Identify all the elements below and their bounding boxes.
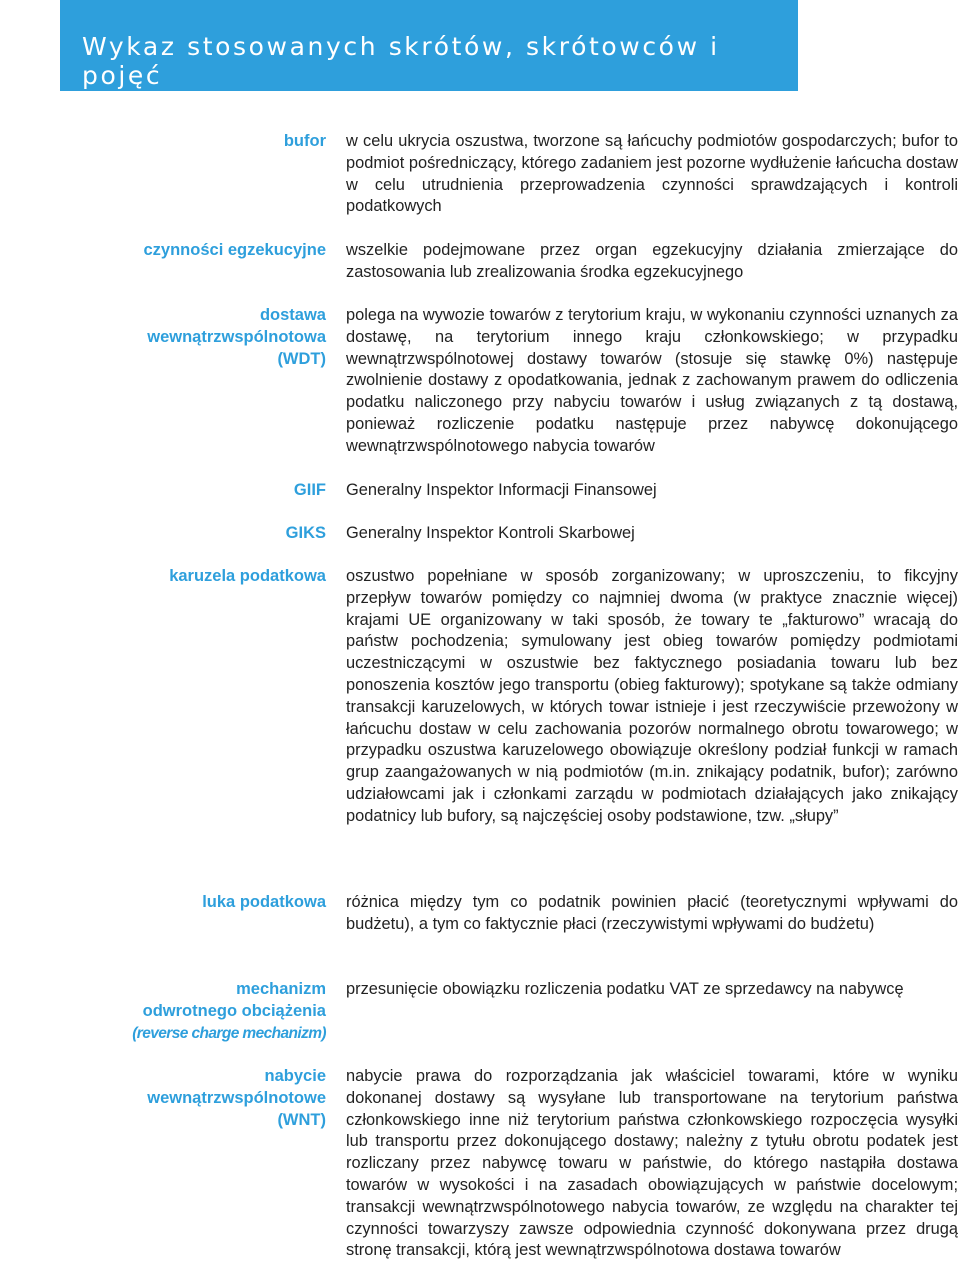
- term-line: bufor: [283, 132, 326, 150]
- term-line: mechanizm: [236, 980, 326, 998]
- glossary-term: [96, 305, 326, 370]
- glossary-term: [96, 240, 326, 262]
- glossary-term: [96, 131, 326, 153]
- term-line: GIIF: [293, 481, 326, 499]
- term-line: GIKS: [285, 524, 326, 542]
- term-line: karuzela podatkowa: [169, 567, 326, 585]
- glossary-term: [96, 892, 326, 914]
- glossary-definition: przesunięcie obowiązku rozliczenia podatku VAT ze sprzedawcy na nabywcę: [346, 980, 904, 998]
- page-title: Wykaz stosowanych skrótów, skrótowców i pojęć: [82, 32, 720, 90]
- term-line: (WNT): [277, 1110, 326, 1129]
- glossary-definition: oszustwo popełniane w sposób zorganizowany; w uproszczeniu, to fikcyjny przepływ towarów pomiędzy co najmniej dwoma (w praktyce znacznie więcej) krajami UE organizowany w taki sposób, że towary te „fakturowo” wracają do państw pochodzenia; symulowany jest obieg towarów pomiędzy podmiotami uczestniczącymi w oszustwie bez faktycznego posiadania towaru lub bez ponoszenia kosztów jego transportu (obieg fakturowy); spotykane są także odmiany transakcji karuzelowych, w których towar istnieje i jest rzeczywiście przewożony w łańcuchu dostaw w celu zachowania pozorów normalnego obrotu towarowego; w przypadku oszustwa karuzelowego obowiązuje określony podział funkcji w ramach grup zaangażowanych w nią podmiotów (m.in. znikający podatnik, bufor); zarówno udziałowcami jak i członkami zarządu w podmiotach działających jako znikający podatnicy lub bufory, są najczęściej osoby podstawione, tzw. „słupy”: [346, 567, 958, 825]
- glossary-definition: różnica między tym co podatnik powinien płacić (teoretycznymi wpływami do budżetu), a tym co faktycznie płaci (rzeczywistymi wpływami do budżetu): [346, 893, 958, 933]
- term-line: wewnątrzwspólnotowa: [147, 327, 326, 346]
- glossary-term: [96, 480, 326, 502]
- term-line: czynności egzekucyjne: [143, 241, 326, 259]
- glossary-term: [96, 566, 326, 588]
- glossary-definition: w celu ukrycia oszustwa, tworzone są łańcuchy podmiotów gospodarczych; bufor to podmiot pośredniczący, którego zadaniem jest pozorne wydłużenie łańcucha dostaw w celu utrudnienia przeprowadzenia czynności sprawdzających i kontroli podatkowych: [346, 132, 958, 216]
- term-line-note: (reverse charge mechanizm): [132, 1024, 326, 1042]
- term-line: odwrotnego obciążenia: [142, 1001, 326, 1020]
- term-line: (WDT): [277, 349, 326, 368]
- term-line: luka podatkowa: [202, 893, 326, 911]
- glossary-definition: wszelkie podejmowane przez organ egzekucyjny działania zmierzające do zastosowania lub zrealizowania środka egzekucyjnego: [346, 241, 958, 281]
- glossary-term: [96, 979, 326, 1044]
- glossary-definition: Generalny Inspektor Informacji Finansowej: [346, 481, 657, 499]
- glossary-term: [96, 523, 326, 545]
- term-line: wewnątrzwspólnotowe: [147, 1088, 326, 1107]
- glossary-definition: polega na wywozie towarów z terytorium kraju, w wykonaniu czynności uznanych za dostawę, na terytorium innego kraju członkowskiego; w przypadku wewnątrzwspólnotowej dostawy towarów (stosuje się stawkę 0%) następuje zwolnienie dostawy z opodatkowania, jednak z zachowanym prawem do odliczenia podatku naliczonego przy nabyciu towarów i usług związanych z tą dostawą, ponieważ rozliczenie podatku następuje przez nabywcę dokonującego wewnątrzwspólnotowego nabycia towarów: [346, 306, 958, 455]
- glossary-term: [96, 1066, 326, 1131]
- term-line: dostawa: [259, 306, 326, 324]
- term-line: nabycie: [264, 1067, 326, 1085]
- glossary-definition: Generalny Inspektor Kontroli Skarbowej: [346, 524, 635, 542]
- glossary-definition: nabycie prawa do rozporządzania jak właściciel towarami, które w wyniku dokonanej dostawy są wysyłane lub transportowane na terytorium państwa członkowskiego inne niż terytorium państwa członkowskiego rozpoczęcia wysyłki lub transportu przez dokonującego dostawy; należny z tytułu obrotu podatek jest rozliczany przez nabywcę towaru w państwie, do którego nastąpiła dostawa towarów w wysokości i na zasadach obowiązujących w państwie docelowym; transakcji wewnątrzwspólnotowego nabycia towarów, ze względu na charakter tej czynności towarzyszy zawsze odpowiednia czynność dokonywana przez drugą stronę transakcji, którą jest wewnątrzwspólnotowa dostawa towarów: [346, 1067, 958, 1260]
